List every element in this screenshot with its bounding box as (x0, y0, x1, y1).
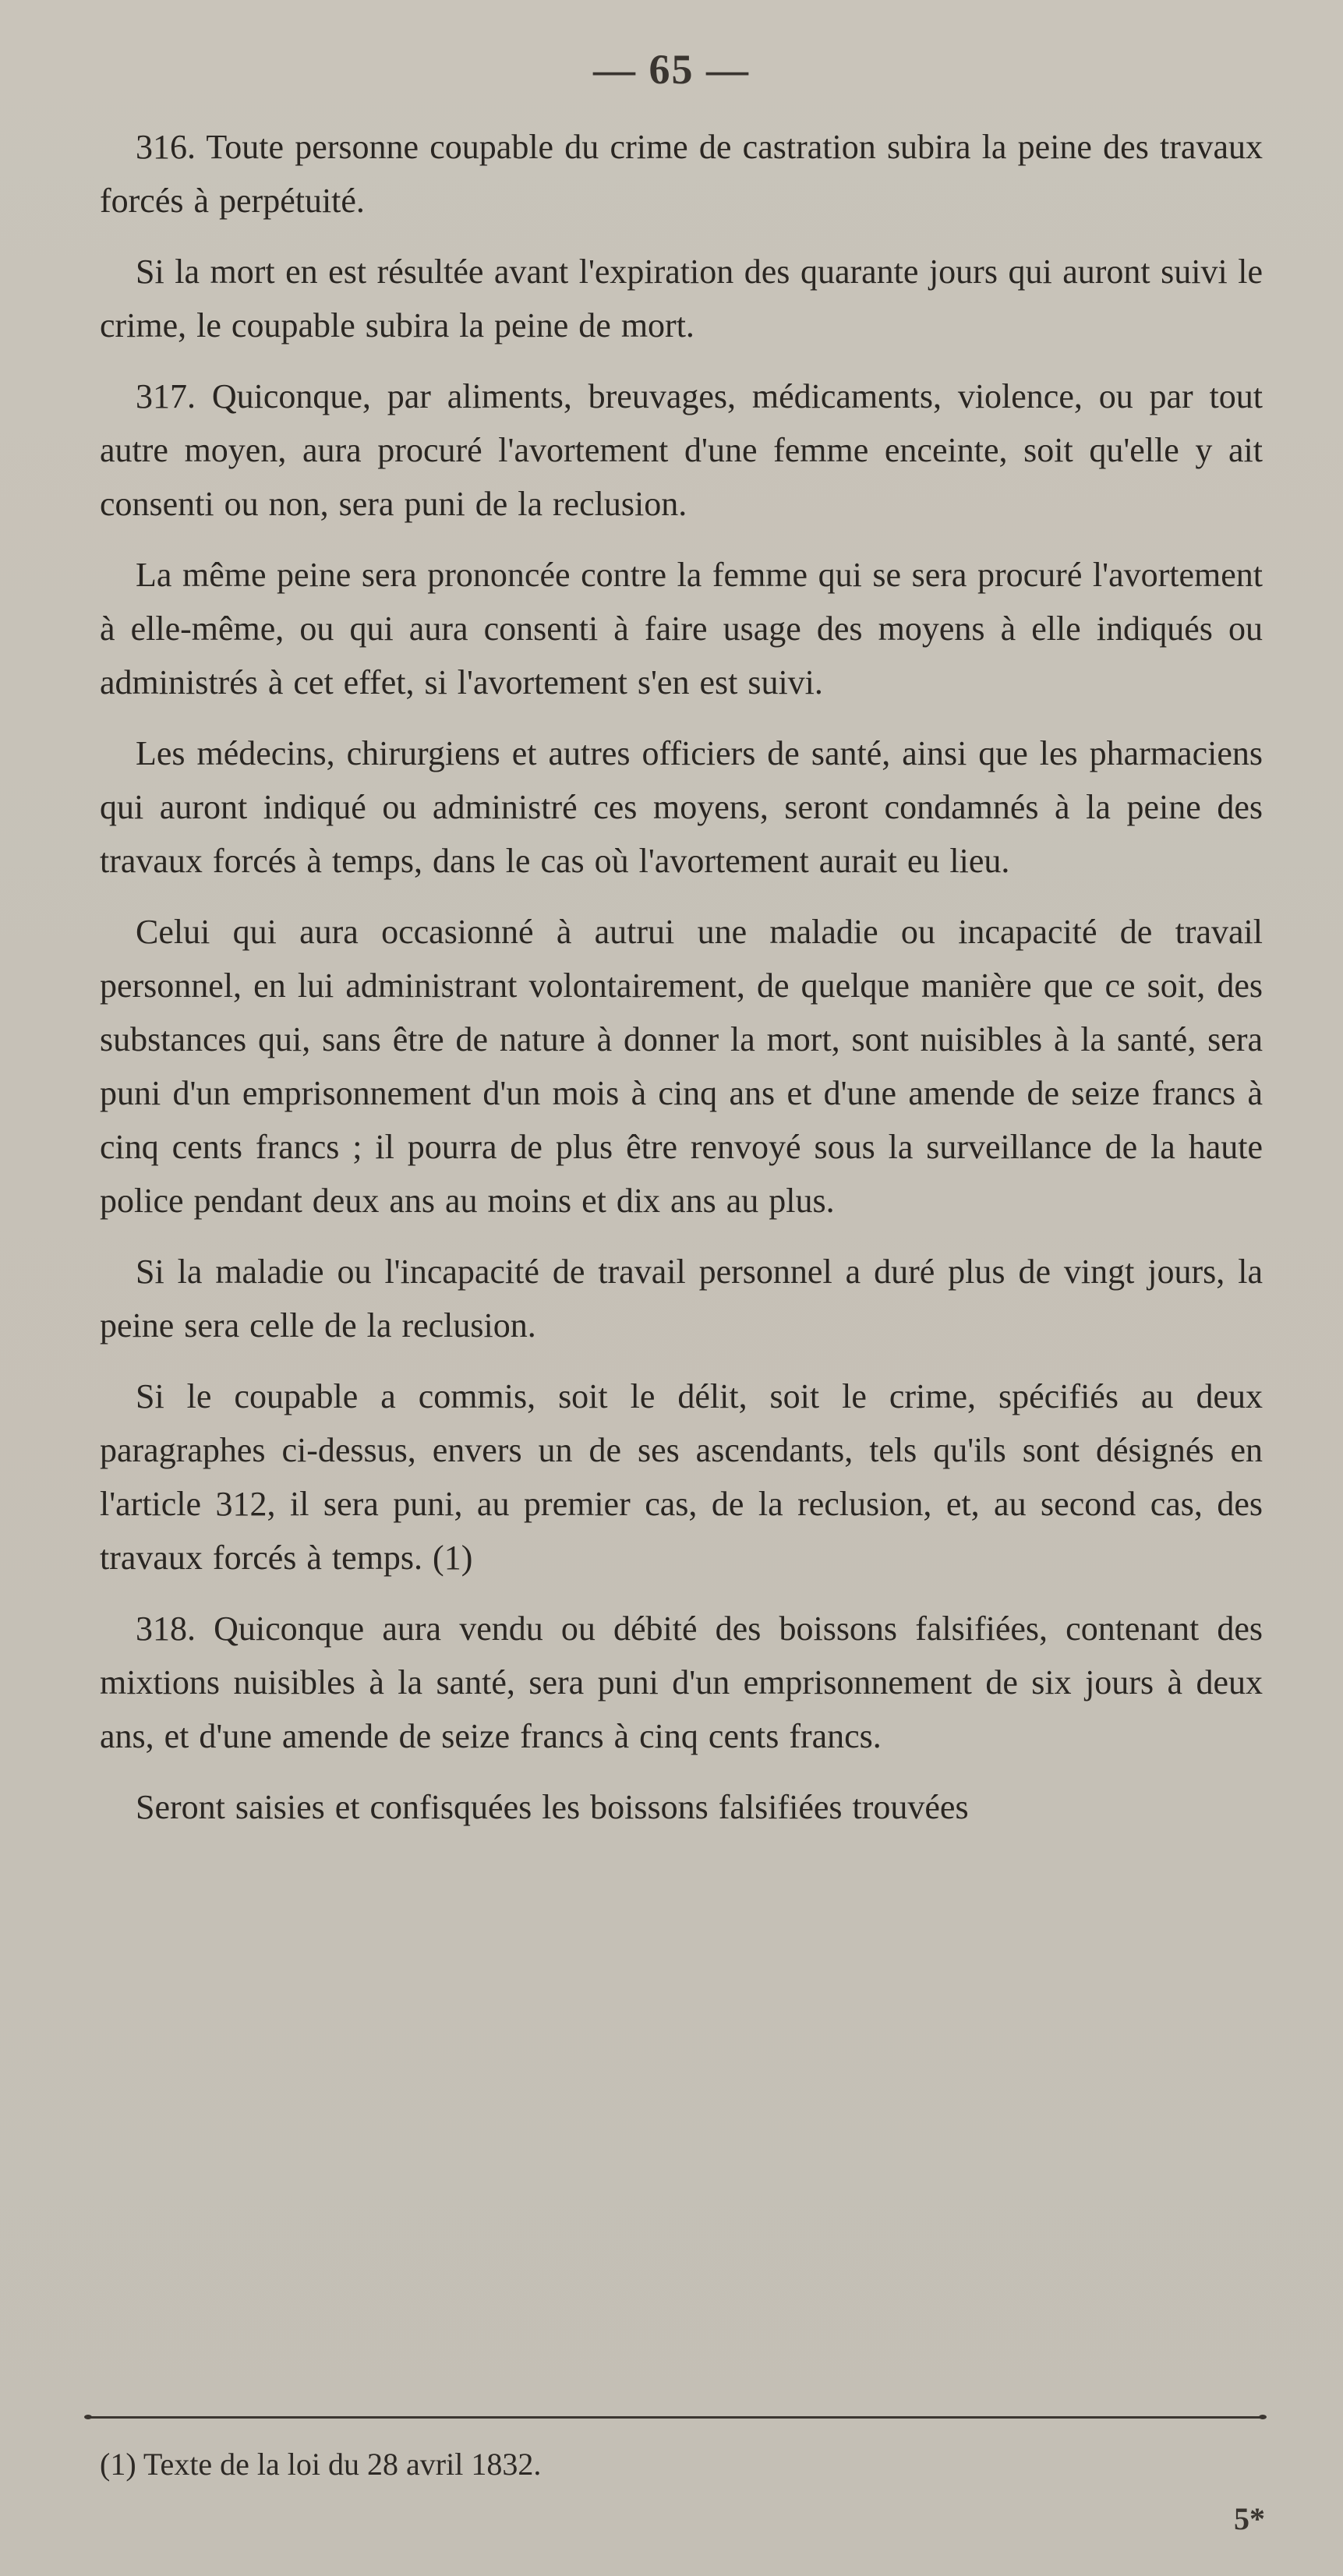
body-text (100, 120, 1263, 1851)
paragraph: Si la maladie ou l'incapacité de travail personnel a duré plus de vingt jours, la peine sera celle de la reclusion. (100, 1253, 1263, 1345)
article-318-paragraph: 318. Quiconque aura vendu ou débité des boissons falsifiées, contenant des mixtions nuisibles à la santé, sera puni d'un emprisonnement de six jours à deux ans, et d'une amende de seize francs à cinq cents francs. (100, 1610, 1263, 1755)
footnote-divider (89, 2416, 1262, 2419)
page-number: — 65 — (593, 46, 750, 93)
paragraph: Si la mort en est résultée avant l'expiration des quarante jours qui auront suivi le crime, le coupable subira la peine de mort. (100, 253, 1263, 345)
paragraph: La même peine sera prononcée contre la femme qui se sera procuré l'avortement à elle-même, ou qui aura consenti à faire usage des moyens à elle indiqués ou administrés à cet effet, si l'avortement s'en est suivi. (100, 556, 1263, 701)
paragraph: Celui qui aura occasionné à autrui une maladie ou incapacité de travail personnel, en lui administrant volontairement, de quelque manière que ce soit, des substances qui, sans être de nature à donner la mort, sont nuisibles à la santé, sera puni d'un emprisonnement d'un mois à cinq ans et d'une amende de seize francs à cinq cents francs ; il pourra de plus être renvoyé sous la surveillance de la haute police pendant deux ans au moins et dix ans au plus. (100, 913, 1263, 1220)
paragraph: Si le coupable a commis, soit le délit, soit le crime, spécifiés au deux paragraphes ci-dessus, envers un de ses ascendants, tels qu'ils sont désignés en l'article 312, il sera puni, au premier cas, de la reclusion, et, au second cas, des travaux forcés à temps. (1) (100, 1377, 1263, 1577)
signature-mark: 5* (1234, 2501, 1265, 2536)
footnote: (1) Texte de la loi du 28 avril 1832. (100, 2447, 542, 2482)
paragraph: Seront saisies et confisquées les boissons falsifiées trouvées (136, 1788, 969, 1826)
paragraph: Les médecins, chirurgiens et autres officiers de santé, ainsi que les pharmaciens qui auront indiqué ou administré ces moyens, seront condamnés à la peine des travaux forcés à temps, dans le cas où l'avortement aurait eu lieu. (100, 734, 1263, 880)
article-317-paragraph: 317. Quiconque, par aliments, breuvages, médicaments, violence, ou par tout autre moyen, aura procuré l'avortement d'une femme enceinte, soit qu'elle y ait consenti ou non, sera puni de la reclusion. (100, 377, 1263, 523)
article-316-paragraph: 316. Toute personne coupable du crime de castration subira la peine des travaux forcés à perpétuité. (100, 128, 1263, 220)
